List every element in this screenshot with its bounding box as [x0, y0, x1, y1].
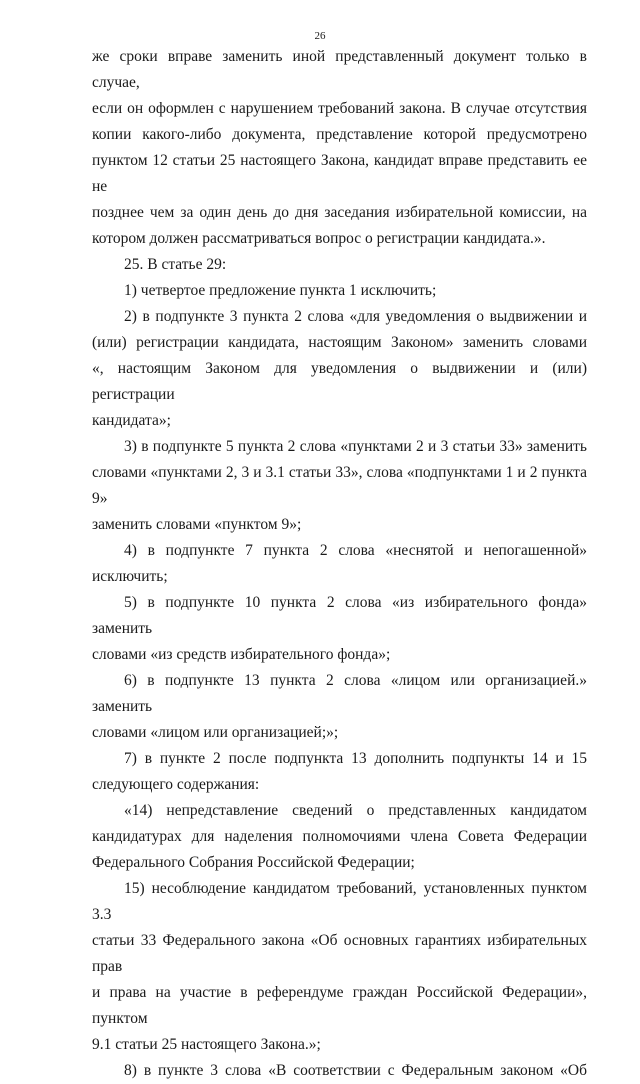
text-line: же сроки вправе заменить иной представленный документ только в случае,	[92, 48, 587, 91]
text-line: (или) регистрации кандидата, настоящим Законом» заменить словами	[92, 334, 587, 351]
page-number: 26	[314, 30, 326, 42]
text-line: 6) в подпункте 13 пункта 2 слова «лицом или организацией.» заменить	[92, 672, 587, 715]
paragraph	[92, 590, 587, 668]
paragraph	[92, 252, 587, 278]
text-line: словами «из средств избирательного фонда»;	[92, 646, 391, 663]
text-line: и права на участие в референдуме граждан Российской Федерации», пунктом	[92, 984, 587, 1027]
text-line: статьи 33 Федерального закона «Об основных гарантиях избирательных прав	[92, 932, 587, 975]
text-line: пунктом 12 статьи 25 настоящего Закона, кандидат вправе представить ее не	[92, 152, 587, 195]
text-line: «, настоящим Законом для уведомления о выдвижении и (или) регистрации	[92, 360, 587, 403]
text-line: следующего содержания:	[92, 776, 260, 793]
paragraph	[92, 876, 587, 1058]
text-line: кандидата»;	[92, 412, 171, 429]
text-line: заменить словами «пунктом 9»;	[92, 516, 302, 533]
paragraph	[92, 434, 587, 538]
text-line: 3) в подпункте 5 пункта 2 слова «пунктами 2 и 3 статьи 33» заменить	[124, 438, 587, 455]
text-line: «14) непредставление сведений о представленных кандидатом	[124, 802, 587, 819]
paragraph	[92, 1058, 587, 1084]
text-line: 8) в пункте 3 слова «В соответствии с Федеральным законом «Об	[124, 1062, 587, 1079]
text-line: 4) в подпункте 7 пункта 2 слова «неснятой и непогашенной» исключить;	[92, 542, 587, 585]
text-line: если он оформлен с нарушением требований закона. В случае отсутствия	[92, 100, 587, 117]
text-line: позднее чем за один день до дня заседания избирательной комиссии, на	[92, 204, 587, 221]
paragraph	[92, 304, 587, 434]
paragraph	[92, 538, 587, 590]
paragraph	[92, 44, 587, 252]
paragraph	[92, 668, 587, 746]
text-line: копии какого-либо документа, представление которой предусмотрено	[92, 126, 587, 143]
text-line: 25. В статье 29:	[124, 256, 227, 273]
text-line: 9.1 статьи 25 настоящего Закона.»;	[92, 1036, 321, 1053]
text-line: кандидатурах для наделения полномочиями члена Совета Федерации	[92, 828, 587, 845]
text-line: 15) несоблюдение кандидатом требований, установленных пунктом 3.3	[92, 880, 587, 923]
text-line: словами «пунктами 2, 3 и 3.1 статьи 33», слова «подпунктами 1 и 2 пункта 9»	[92, 464, 587, 507]
paragraph	[92, 278, 587, 304]
text-line: 5) в подпункте 10 пункта 2 слова «из избирательного фонда» заменить	[92, 594, 587, 637]
paragraph	[92, 746, 587, 798]
text-line: 2) в подпункте 3 пункта 2 слова «для уведомления о выдвижении и	[124, 308, 587, 325]
text-line: 1) четвертое предложение пункта 1 исключить;	[124, 282, 437, 299]
text-line: 7) в пункте 2 после подпункта 13 дополнить подпункты 14 и 15	[124, 750, 587, 767]
text-line: словами «лицом или организацией;»;	[92, 724, 339, 741]
text-line: Федерального Собрания Российской Федерации;	[92, 854, 415, 871]
document-body	[92, 44, 587, 1084]
paragraph	[92, 798, 587, 876]
text-line: котором должен рассматриваться вопрос о регистрации кандидата.».	[92, 230, 546, 247]
